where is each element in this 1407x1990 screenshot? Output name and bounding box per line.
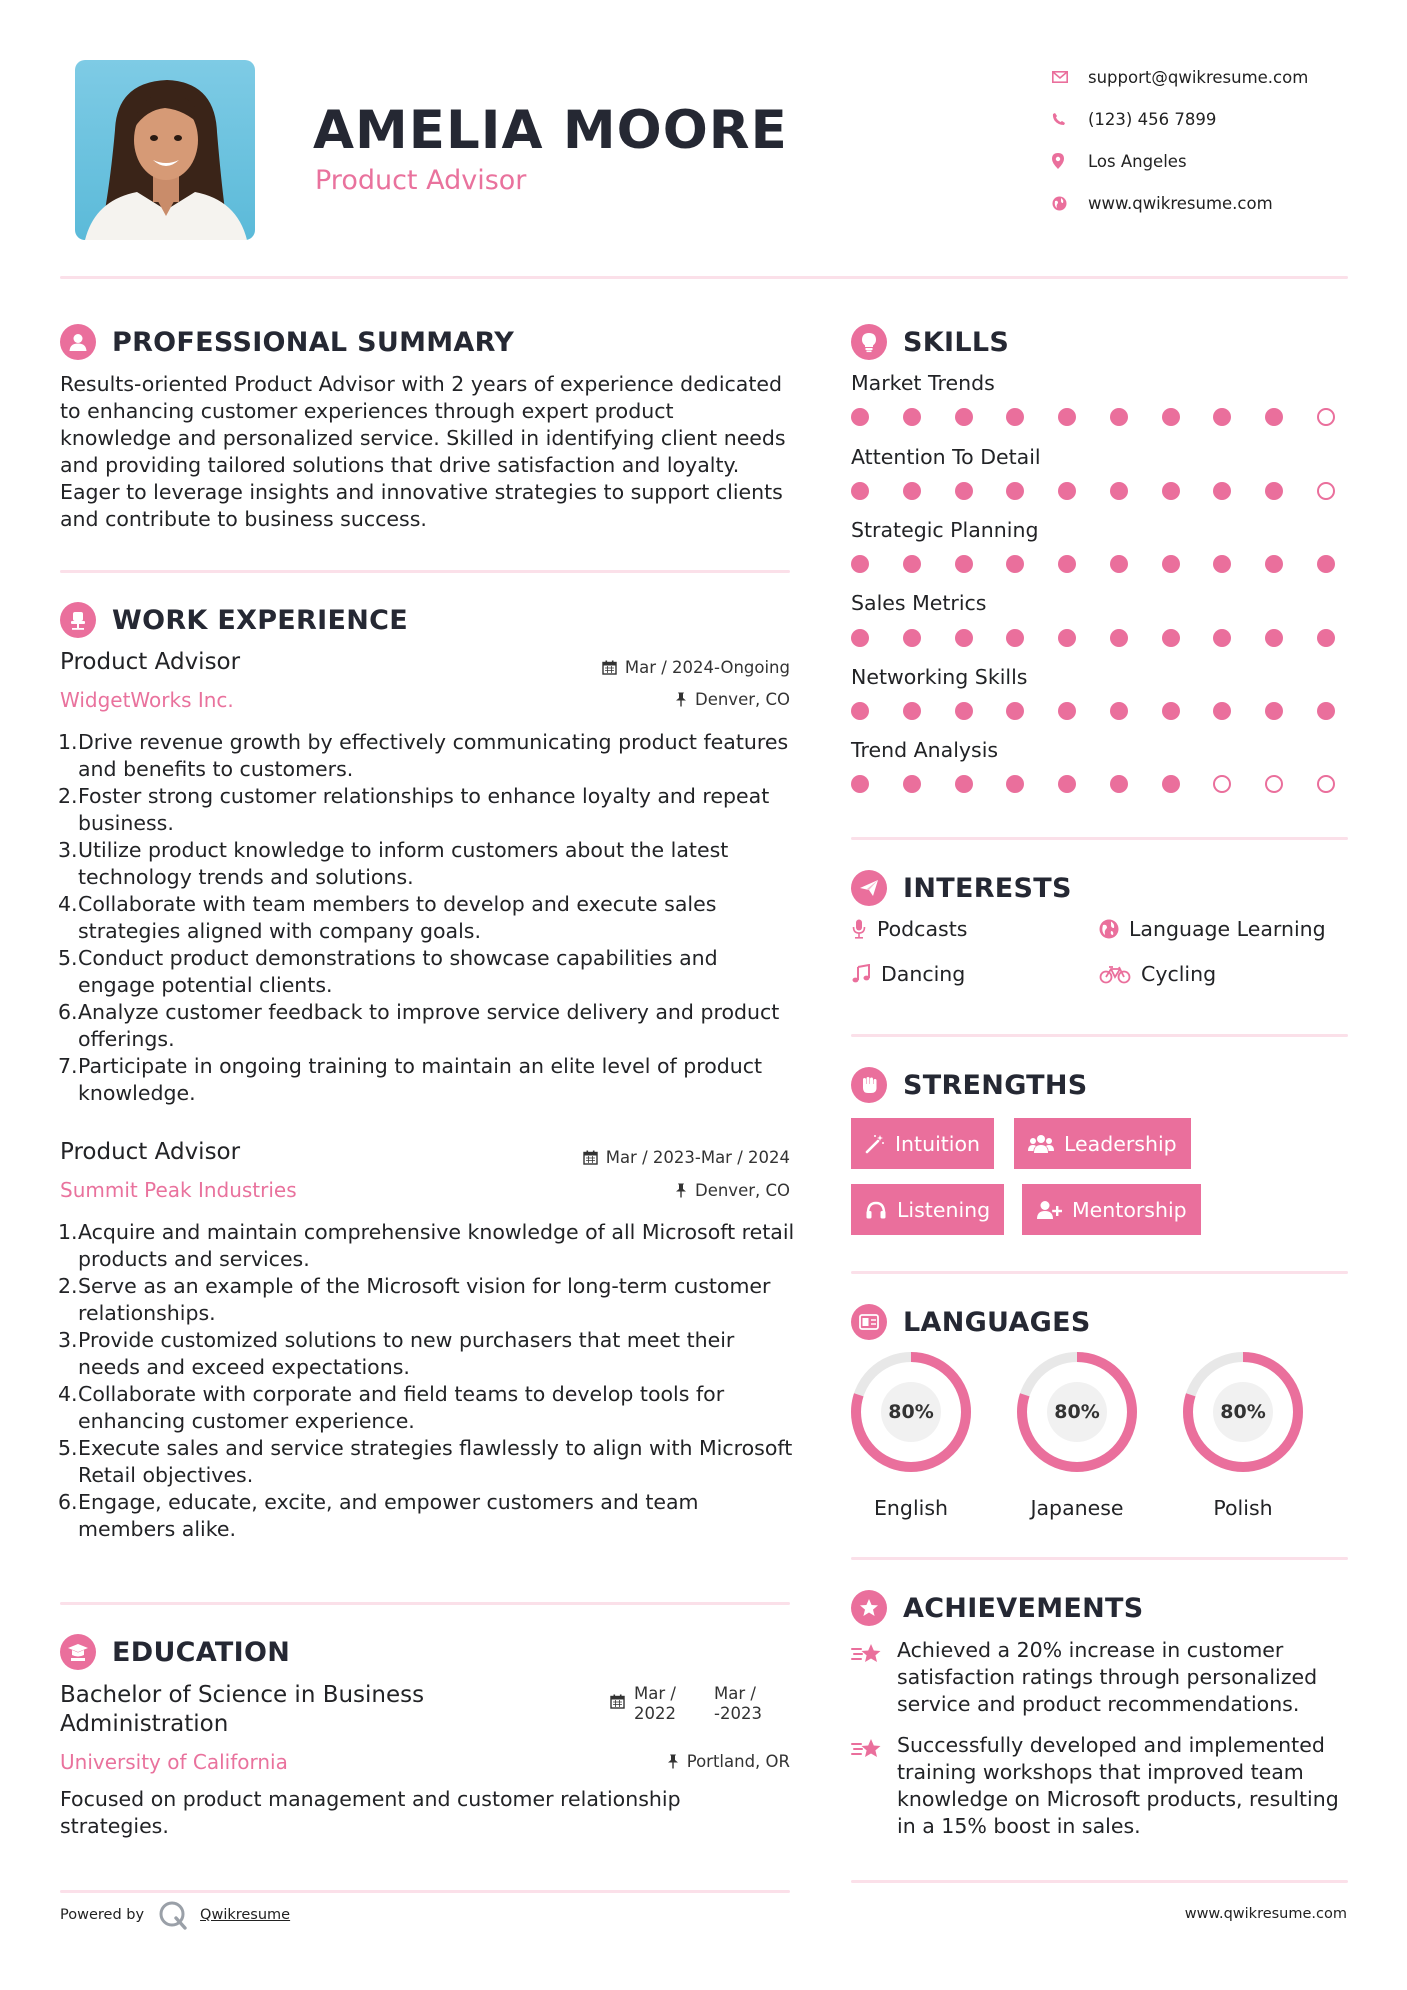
achievements-heading (851, 1590, 1144, 1626)
skill-dot-filled (1110, 482, 1128, 500)
skill-rating (851, 482, 1335, 500)
skill-name: Attention To Detail (851, 445, 1041, 469)
skill-dot-filled (1006, 702, 1024, 720)
skill-dot-filled (851, 629, 869, 647)
shooting-star-icon (851, 1736, 885, 1762)
contact-phone-text: (123) 456 7899 (1088, 109, 1217, 129)
skill-dot-filled (1110, 629, 1128, 647)
interests-heading (851, 870, 1072, 906)
skill-dot-filled (1006, 408, 1024, 426)
shooting-star-icon (851, 1641, 885, 1667)
summary-divider (60, 570, 790, 573)
language-percent: 80% (1047, 1382, 1107, 1442)
skill-dot-filled (903, 482, 921, 500)
globe-icon (1050, 196, 1088, 211)
pushpin-icon (675, 692, 687, 707)
skill-dot-filled (1110, 702, 1128, 720)
music-note-icon (851, 964, 871, 984)
language-name: Polish (1213, 1496, 1273, 1520)
job-2-title: Product Advisor (60, 1139, 241, 1165)
interest-label: Podcasts (877, 917, 968, 941)
profile-photo (75, 60, 255, 240)
skill-name: Trend Analysis (851, 738, 999, 762)
skill-dot-filled (1006, 482, 1024, 500)
interest-label: Dancing (881, 962, 966, 986)
skill-dot-empty (1317, 408, 1335, 426)
edu-end-month: Mar / (714, 1684, 756, 1703)
magic-wand-icon (865, 1134, 885, 1154)
contact-email-text: support@qwikresume.com (1088, 67, 1309, 87)
skill-dot-filled (851, 408, 869, 426)
lightbulb-icon (851, 324, 887, 360)
interest-cycling (1099, 962, 1216, 986)
calendar-icon (610, 1694, 625, 1709)
duty-item: 7. Participate in ongoing training to maintain an elite level of product knowledge. (58, 1054, 763, 1105)
skill-dot-filled (1213, 482, 1231, 500)
skill-rating (851, 702, 1335, 720)
user-icon (60, 324, 96, 360)
strengths-title: STRENGTHS (903, 1069, 1088, 1101)
skill-dot-filled (1058, 408, 1076, 426)
strength-label: Mentorship (1072, 1197, 1187, 1222)
duty-item: 6. Engage, educate, excite, and empower customers and team members alike. (58, 1490, 699, 1541)
skill-dot-filled (1265, 408, 1283, 426)
education-school: University of California (60, 1750, 288, 1774)
education-divider (60, 1890, 790, 1893)
skill-rating (851, 408, 1335, 426)
qwikresume-logo-icon (158, 1900, 188, 1930)
skill-dot-filled (1162, 555, 1180, 573)
edu-start-month: Mar / (634, 1684, 676, 1703)
strength-chip-mentorship (1022, 1184, 1201, 1235)
education-title: EDUCATION (112, 1636, 291, 1668)
user-plus-icon (1036, 1200, 1062, 1220)
language-item (849, 1350, 973, 1520)
strength-chip-listening (851, 1184, 1004, 1235)
experience-divider (60, 1602, 790, 1605)
interests-title: INTERESTS (903, 872, 1072, 904)
skill-dot-filled (1162, 482, 1180, 500)
skill-dot-filled (1213, 408, 1231, 426)
job-1-location (675, 690, 790, 709)
language-percent: 80% (1213, 1382, 1273, 1442)
skill-rating (851, 775, 1335, 793)
skill-dot-filled (1110, 408, 1128, 426)
skill-dot-filled (903, 775, 921, 793)
job-1-location-text: Denver, CO (694, 690, 790, 709)
skill-dot-filled (1317, 629, 1335, 647)
skill-dot-filled (1058, 702, 1076, 720)
experience-heading (60, 602, 408, 638)
map-pin-icon (1050, 153, 1088, 169)
skill-dot-filled (851, 555, 869, 573)
contact-phone[interactable] (1050, 98, 1390, 140)
skill-name: Market Trends (851, 371, 995, 395)
duty-item: 4. Collaborate with team members to develop and execute sales strategies aligned with company goals. (58, 892, 717, 943)
skill-rating (851, 629, 1335, 647)
contact-location (1050, 140, 1390, 182)
skill-dot-filled (1162, 629, 1180, 647)
contact-email[interactable] (1050, 56, 1390, 98)
contact-website-text: www.qwikresume.com (1088, 193, 1273, 213)
skill-dot-filled (955, 555, 973, 573)
achievements-divider (851, 1880, 1348, 1883)
summary-heading (60, 324, 514, 360)
strength-label: Listening (897, 1197, 991, 1222)
contact-location-text: Los Angeles (1088, 151, 1187, 171)
qwikresume-link[interactable]: Qwikresume (200, 1907, 291, 1923)
skill-dot-filled (955, 775, 973, 793)
fist-icon (851, 1067, 887, 1103)
strength-chip-intuition (851, 1118, 994, 1169)
job-2-location (675, 1181, 790, 1200)
language-item (1015, 1350, 1139, 1520)
contact-website[interactable] (1050, 182, 1390, 224)
skill-rating (851, 555, 1335, 573)
achievement-item (851, 1637, 1348, 1718)
skill-dot-filled (1110, 775, 1128, 793)
skill-dot-filled (1265, 482, 1283, 500)
pushpin-icon (667, 1754, 679, 1769)
interest-language-learning (1099, 917, 1326, 941)
language-ring (849, 1350, 973, 1474)
skill-dot-filled (1006, 775, 1024, 793)
skill-dot-filled (1058, 629, 1076, 647)
skills-heading (851, 324, 1009, 360)
skill-dot-filled (955, 702, 973, 720)
skill-dot-filled (851, 482, 869, 500)
skill-dot-filled (1213, 629, 1231, 647)
education-location-text: Portland, OR (686, 1752, 790, 1771)
strengths-divider (851, 1271, 1348, 1274)
paper-plane-icon (851, 870, 887, 906)
languages-heading (851, 1304, 1091, 1340)
skill-dot-filled (1317, 702, 1335, 720)
microphone-icon (851, 919, 867, 939)
job-1-title: Product Advisor (60, 649, 241, 675)
skill-name: Strategic Planning (851, 518, 1039, 542)
graduate-icon (60, 1634, 96, 1670)
footer-website-link[interactable]: www.qwikresume.com (1184, 1906, 1347, 1922)
language-item (1181, 1350, 1305, 1520)
duty-item: 2. Foster strong customer relationships to enhance loyalty and repeat business. (58, 784, 770, 835)
skill-dot-filled (1006, 629, 1024, 647)
duty-item: 1. Drive revenue growth by effectively communicating product features and benefits to customers. (58, 730, 789, 781)
languages-title: LANGUAGES (903, 1306, 1091, 1338)
interest-dancing (851, 962, 965, 986)
calendar-icon (583, 1150, 598, 1165)
powered-by (60, 1900, 290, 1930)
skills-title: SKILLS (903, 326, 1010, 358)
strengths-heading (851, 1067, 1088, 1103)
summary-title: PROFESSIONAL SUMMARY (112, 326, 515, 358)
job-1-duties (58, 729, 798, 1107)
duty-item: 3. Provide customized solutions to new purchasers that meet their needs and exceed expectations. (58, 1328, 735, 1379)
skill-dot-empty (1213, 775, 1231, 793)
star-badge-icon (851, 1590, 887, 1626)
education-description: Focused on product management and customer relationship strategies. (60, 1787, 681, 1838)
skill-dot-filled (1058, 555, 1076, 573)
language-ring (1015, 1350, 1139, 1474)
achievement-item (851, 1732, 1348, 1840)
users-icon (1028, 1134, 1054, 1154)
skill-name: Sales Metrics (851, 591, 987, 615)
language-name: Japanese (1030, 1496, 1124, 1520)
skill-dot-filled (1162, 408, 1180, 426)
strength-label: Leadership (1064, 1131, 1177, 1156)
skill-dot-filled (1058, 775, 1076, 793)
language-ring (1181, 1350, 1305, 1474)
strength-label: Intuition (895, 1131, 981, 1156)
achievements-title: ACHIEVEMENTS (903, 1592, 1144, 1624)
language-name: English (873, 1496, 949, 1520)
duty-item: 2. Serve as an example of the Microsoft vision for long-term customer relationships. (58, 1274, 771, 1325)
skill-dot-filled (1006, 555, 1024, 573)
skill-dot-filled (903, 408, 921, 426)
interest-podcasts (851, 917, 967, 941)
skill-dot-filled (1213, 702, 1231, 720)
job-2-dates (583, 1148, 790, 1167)
skill-dot-filled (955, 482, 973, 500)
skill-dot-filled (903, 702, 921, 720)
duty-item: 1. Acquire and maintain comprehensive knowledge of all Microsoft retail products and services. (58, 1220, 795, 1271)
job-2-dates-text: Mar / 2023-Mar / 2024 (605, 1148, 790, 1167)
skill-dot-filled (851, 702, 869, 720)
envelope-icon (1050, 71, 1088, 83)
skill-dot-filled (1265, 702, 1283, 720)
header-divider (60, 276, 1348, 279)
edu-end-year: -2023 (714, 1704, 762, 1723)
duty-item: 6. Analyze customer feedback to improve service delivery and product offerings. (58, 1000, 780, 1051)
skill-dot-empty (1317, 482, 1335, 500)
edu-start-year: 2022 (634, 1704, 676, 1723)
skill-dot-filled (955, 629, 973, 647)
skill-dot-empty (1265, 775, 1283, 793)
skill-dot-filled (1265, 555, 1283, 573)
job-1-dates-text: Mar / 2024-Ongoing (624, 658, 790, 677)
skills-divider (851, 837, 1348, 840)
education-location (667, 1752, 790, 1771)
skill-dot-filled (1162, 702, 1180, 720)
degree-line-1: Bachelor of Science in Business (60, 1682, 425, 1708)
duty-item: 4. Collaborate with corporate and field teams to develop tools for enhancing customer experience. (58, 1382, 725, 1433)
skill-dot-filled (1213, 555, 1231, 573)
interest-label: Language Learning (1129, 917, 1326, 941)
skill-dot-filled (903, 629, 921, 647)
skill-dot-filled (1317, 555, 1335, 573)
phone-icon (1050, 112, 1088, 126)
duty-item: 5. Execute sales and service strategies flawlessly to align with Microsoft Retail objectives. (58, 1436, 793, 1487)
skill-name: Networking Skills (851, 665, 1028, 689)
contact-list (1050, 56, 1390, 224)
skill-dot-empty (1317, 775, 1335, 793)
headphones-icon (865, 1200, 887, 1220)
interest-label: Cycling (1141, 962, 1217, 986)
skill-dot-filled (851, 775, 869, 793)
job-1-dates (602, 658, 790, 677)
language-card-icon (851, 1304, 887, 1340)
languages-divider (851, 1557, 1348, 1560)
degree-line-2: Administration (60, 1711, 229, 1737)
summary-text: Results-oriented Product Advisor with 2 years of experience dedicated to enhancing customer experiences through expert product knowledge and personalized service. Skilled in identifying client needs and providing tailored solutions that drive satisfaction and loyalty. Eager to leverage insights and innovative strategies to support clients and contribute to business success. (60, 372, 786, 531)
skill-dot-filled (955, 408, 973, 426)
skill-dot-filled (1265, 629, 1283, 647)
candidate-title: Product Advisor (315, 165, 527, 196)
globe-icon (1099, 919, 1119, 939)
interests-divider (851, 1034, 1348, 1037)
job-2-company: Summit Peak Industries (60, 1178, 297, 1202)
job-1-company: WidgetWorks Inc. (60, 688, 234, 712)
briefcase-chair-icon (60, 602, 96, 638)
experience-title: WORK EXPERIENCE (112, 604, 408, 636)
candidate-name: AMELIA MOORE (313, 100, 788, 161)
skill-dot-filled (1058, 482, 1076, 500)
skill-dot-filled (903, 555, 921, 573)
skill-dot-filled (1162, 775, 1180, 793)
achievement-text: Successfully developed and implemented training workshops that improved team knowledge on Microsoft products, resulting in a 15% boost in sales. (897, 1733, 1339, 1838)
duty-item: 5. Conduct product demonstrations to showcase capabilities and engage potential clients. (58, 946, 718, 997)
pushpin-icon (675, 1183, 687, 1198)
job-2-location-text: Denver, CO (694, 1181, 790, 1200)
strength-chip-leadership (1014, 1118, 1191, 1169)
skill-dot-filled (1110, 555, 1128, 573)
calendar-icon (602, 660, 617, 675)
achievement-text: Achieved a 20% increase in customer satisfaction ratings through personalized service and product recommendations. (897, 1638, 1318, 1716)
education-heading (60, 1634, 290, 1670)
powered-by-text: Powered by (60, 1907, 145, 1923)
bicycle-icon (1099, 964, 1131, 984)
duty-item: 3. Utilize product knowledge to inform customers about the latest technology trends and solutions. (58, 838, 729, 889)
job-2-duties (58, 1219, 798, 1543)
language-percent: 80% (881, 1382, 941, 1442)
